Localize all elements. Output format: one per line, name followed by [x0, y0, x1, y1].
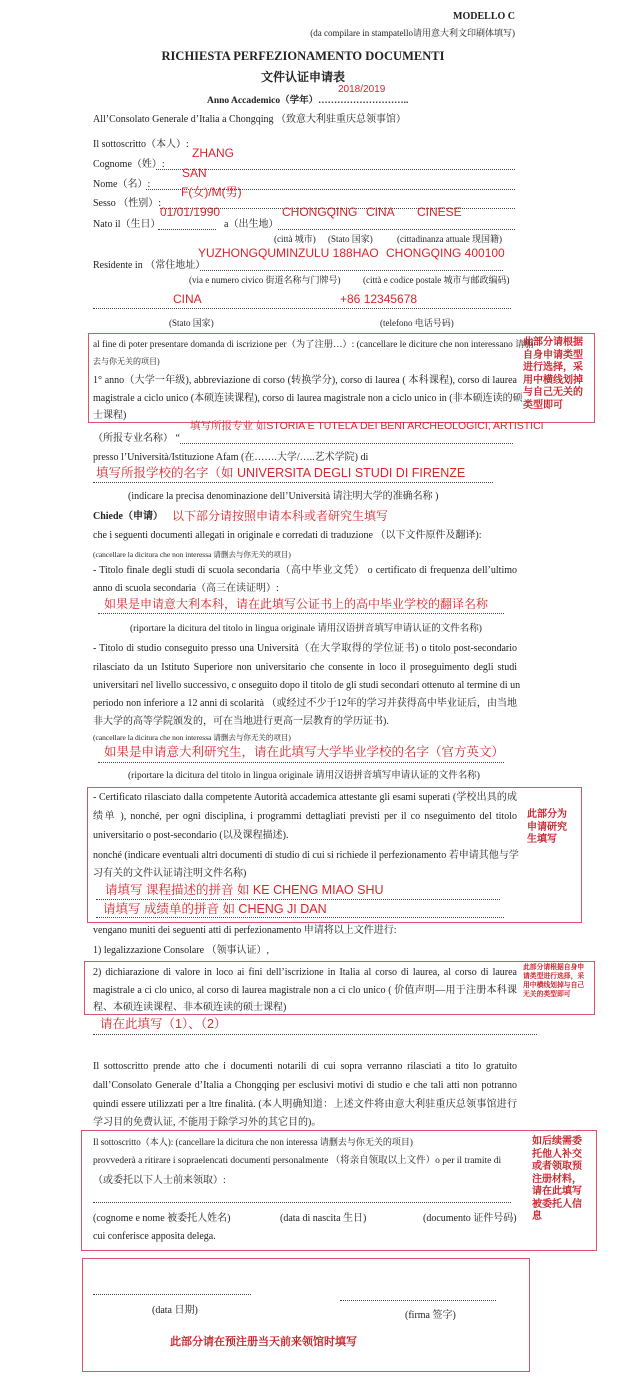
laurea-value[interactable]: 如果是申请意大利研究生，请在此填写大学毕业学校的名字（官方英文）: [104, 745, 505, 759]
course-type-note: [523, 337, 583, 412]
luogo-label: a（出生地）: [224, 219, 279, 230]
corso-line: [180, 443, 513, 444]
delega-line-1[interactable]: Il sottoscritto（本人): (cancellare la dicitura che non interessa 请删去与你无关的项目): [93, 1137, 413, 1147]
atti-note: [523, 963, 584, 999]
atti-item-1[interactable]: 1) legalizzazione Consolare （领事认证）,: [93, 945, 270, 956]
sottoscritto-label: Il sottoscritto（本人）:: [93, 139, 189, 150]
print-instruction: (da compilare in stampatello请用意大利文印刷体填写): [310, 28, 515, 38]
chiede-note: 以下部分请按照申请本科或者研究生填写: [172, 509, 389, 523]
signature-box: [82, 1258, 530, 1372]
form-title-cn: 文件认证申请表: [260, 70, 345, 84]
nome-value[interactable]: SAN: [182, 166, 207, 180]
note-line: 此部分请根据: [523, 337, 583, 348]
note-line: 类型即可: [523, 399, 563, 411]
universita-title-line: universitari nel livello successivo, c onseguito dopo il titolo de gli studi secondari ottenuto al termine di un: [93, 680, 521, 691]
note-line: 与自己无关的: [523, 387, 583, 398]
stato-value[interactable]: CINA: [366, 205, 395, 219]
atti-item-2-line[interactable]: 2) dichiarazione di valore in loco ai fini dell’iscrizione in Italia al corso di laurea, al corso di laurea: [93, 967, 517, 978]
cognome-label: Cognome（姓）:: [93, 159, 165, 170]
programma-line: [96, 899, 500, 900]
iscrizione-line[interactable]: 1° anno（大学一年级), abbreviazione di corso (转换学分), corso di laurea ( 本科课程), corso di laurea: [93, 375, 517, 386]
graduate-note: [527, 809, 567, 847]
sesso-value[interactable]: F(女)/M(男): [181, 185, 242, 199]
secondaria-value[interactable]: 如果是申请意大利本科，请在此填写公证书上的高中毕业学校的翻译名称: [104, 597, 489, 611]
universita-value[interactable]: 填写所报学校的名字（如 UNIVERSITA DEGLI STUDI DI FIRENZE: [96, 466, 466, 480]
note-line: 托他人补交: [532, 1148, 582, 1160]
presso-label: presso l’Università/Istituzione Afam (在…….大学/…..艺术学院) di: [93, 452, 369, 463]
note-line: 此部分为: [527, 809, 567, 820]
note-line: 注册材料，: [532, 1173, 582, 1185]
nato-label: Nato il（生日）: [93, 219, 161, 230]
riportare-caption-2: (riportare la dicitura del titolo in lingua originale 请用汉语拼音填写申请认证的文件名称): [128, 771, 480, 781]
universita-title-line: rilasciato da un Istituto Superiore non universitario che consente in loco il proseguimento degli studi: [93, 662, 517, 673]
stato2-value[interactable]: CINA: [173, 292, 202, 306]
cognome-line: [156, 169, 515, 170]
delega-line-2[interactable]: provvederà a ritirare i sopraelencati documenti personalmente （将亲自领取以上文件）o per il tramite di: [93, 1156, 502, 1166]
note-line: 如后续需委: [532, 1136, 582, 1147]
delega-cognome-caption: (cognome e nome 被委托人姓名): [93, 1213, 231, 1224]
corso-label: （所报专业名称） “: [93, 433, 180, 444]
iscrizione-line: 去与你无关的项目): [93, 357, 160, 366]
iscrizione-line[interactable]: magistrale a ciclo unico (本硕连读课程), corso di laurea magistrale non a ciclo unico in (非本硕连读的硕: [93, 393, 523, 404]
chiede-label: Chiede（申请）: [93, 511, 163, 522]
note-line: 被委托人信: [532, 1198, 582, 1210]
programma-value[interactable]: 请填写 课程描述的拼音 如 KE CHENG MIAO SHU: [105, 883, 384, 897]
gratuito-line: 学习目的免费认证, 不能用于除学习外的其它目的)。: [93, 1117, 322, 1128]
note-line: 请类型进行选择，采: [523, 972, 585, 980]
gratuito-line: Il sottoscritto prende atto che i documenti notarili di cui sopra verranno rilasciati a tito lo gratuito: [93, 1061, 517, 1072]
delegate-note: [532, 1136, 582, 1224]
nome-label: Nome（名）:: [93, 179, 151, 190]
note-line: 请在此填写: [532, 1186, 582, 1197]
universita-title-line[interactable]: - Titolo di studio conseguito presso una Università（在大学取得的学位证书) o titolo post-secondario: [93, 643, 517, 654]
anno-value[interactable]: 2018/2019: [338, 84, 386, 95]
nato-value[interactable]: 01/01/1990: [160, 205, 221, 219]
stato-telefono-line: [93, 308, 511, 309]
delega-line-3: （或委托以下人士前来领取）:: [93, 1175, 226, 1186]
certificato-line[interactable]: - Certificato rilasciato dalla competente Autorità accademica attestante gli esami superati (学校出具的成: [93, 792, 517, 803]
note-line: 生填写: [527, 834, 557, 845]
cittadinanza-value[interactable]: CINESE: [417, 205, 462, 219]
cancellare-note: (cancellare la dicitura che non interessa 请删去与你无关的项目): [93, 550, 291, 559]
form-title: RICHIESTA PERFEZIONAMENTO DOCUMENTI: [161, 49, 445, 63]
note-line: 或者领取预: [532, 1161, 582, 1172]
laurea-line: [98, 762, 504, 763]
residente-label: Residente in （常住地址）: [93, 260, 206, 271]
riportare-caption: (riportare la dicitura del titolo in lingua originale 请用汉语拼音填写申请认证的文件名称): [130, 624, 482, 634]
delega-nascita-caption: (data di nascita 生日): [280, 1213, 367, 1224]
certificato-line: nonché (indicare eventuali altri documenti di studio di cui si richiede il perfezionamento 若申请其他与学: [93, 850, 519, 861]
universita-line: [93, 482, 493, 483]
note-line: 用中横线划掉与自己: [523, 981, 585, 989]
esami-line: [96, 917, 504, 918]
signature-caption: (firma 签字): [405, 1310, 456, 1321]
secondaria-line[interactable]: - Titolo finale degli studi di scuola secondaria（高中毕业文凭） o certificato di frequenza dell’ultimo: [93, 565, 517, 576]
stato-caption: (Stato 国家): [328, 234, 373, 244]
signature-line[interactable]: [340, 1300, 496, 1301]
atti-item-2-line: 程、本硕连读课程、非本硕连读的硕士课程): [93, 1002, 287, 1013]
certificato-line: universitario o post-secondario (以及课程描述).: [93, 830, 289, 841]
gratuito-line: quindi essere utilizzati per a ltre finalità. (本人明确知道：上述文件将由意大利驻重庆总领事馆进行: [93, 1099, 517, 1110]
date-line[interactable]: [93, 1294, 251, 1295]
cognome-value[interactable]: ZHANG: [192, 146, 234, 160]
nato-line: [158, 229, 216, 230]
note-line: 无关的类型即可: [523, 990, 571, 998]
atti-line: [93, 1034, 537, 1035]
universita-caption: (indicare la precisa denominazione dell’Università 请注明大学的准确名称 ): [128, 491, 439, 502]
citta-caption: (città 城市): [274, 234, 316, 244]
atti-item-2-line: magistrale a ci clo unico, al corso di laurea magistrale non a ci clo unico ( 价值声明—用于注册本科课: [93, 985, 517, 996]
date-caption: (data 日期): [152, 1305, 198, 1316]
via-caption: (via e numero civico 街道名称与门牌号): [189, 275, 341, 285]
chiede-intro: che i seguenti documenti allegati in originale e corredati di traduzione （以下文件原件及翻译):: [93, 530, 482, 541]
luogo-line: [278, 229, 515, 230]
iscrizione-line: 士课程): [93, 410, 127, 421]
sesso-label: Sesso （性别）:: [93, 198, 162, 209]
gratuito-line: dall’Consolato Generale d’Italia a Chongqing per esclusivi motivi di studio e che tali atti non potranno: [93, 1080, 517, 1091]
telefono-value[interactable]: +86 12345678: [340, 292, 418, 306]
corso-value[interactable]: 填写所报专业 如STORIA E TUTELA DEI BENI ARCHEOLOGICI, ARTISTICI: [190, 420, 544, 432]
delega-documento-caption: (documento 证件号码): [423, 1213, 517, 1224]
certificato-line: 习有关的文件认证请注明文件名称): [93, 868, 247, 879]
citta-cap-value[interactable]: CHONGQING 400100: [386, 246, 505, 260]
via-value[interactable]: YUZHONGQUMINZULU 188HAO: [198, 246, 379, 260]
note-line: 进行选择，采: [523, 362, 583, 373]
atti-value[interactable]: 请在此填写（1）、（2）: [100, 1017, 227, 1031]
stato2-caption: (Stato 国家): [169, 318, 214, 328]
universita-title-line: periodo non inferiore a 12 anni di scolarità （或经过不少于12年的学习并获得高中毕业证后，由当地: [93, 698, 517, 709]
note-line: 此部分请根据自身申: [523, 963, 585, 971]
citta-cap-caption: (città e codice postale 城市与邮政编码): [363, 275, 510, 285]
cancellare-note-2: (cancellare la dicitura che non interessa 请删去与你无关的项目): [93, 733, 291, 742]
universita-title-line: 非大学的高等学院颁发的，可在当地进行更高一层教育的学历证书).: [93, 716, 389, 727]
citta-value[interactable]: CHONGQING: [282, 205, 358, 219]
model-label: MODELLO C: [453, 11, 515, 22]
note-line: 息: [532, 1211, 542, 1222]
atti-intro: vengano muniti dei seguenti atti di perfezionamento 申请将以上文件进行:: [93, 925, 397, 936]
secondaria-line-field: [98, 613, 504, 614]
residente-line: [200, 270, 503, 271]
anno-label: Anno Accademico（学年）………………………..: [207, 96, 409, 106]
delegate-info-line[interactable]: [93, 1202, 511, 1203]
telefono-caption: (telefono 电话号码): [380, 318, 454, 328]
delega-closing: cui conferisce apposita delega.: [93, 1231, 216, 1242]
iscrizione-line: al fine di poter presentare domanda di iscrizione per（为了注册…）: (cancellare le diciture che non interessano 请删: [93, 340, 534, 350]
note-line: 申请研究: [527, 821, 567, 833]
consolato-line: All’Consolato Generale d’Italia a Chongqing （致意大利驻重庆总领事馆）: [93, 114, 407, 125]
esami-value[interactable]: 请填写 成绩单的拼音 如 CHENG JI DAN: [103, 902, 327, 916]
signature-note: 此部分请在预注册当天前来领馆时填写: [170, 1335, 357, 1348]
note-line: 自身申请类型: [523, 349, 583, 361]
cittadinanza-caption: (cittadinanza attuale 现国籍): [397, 234, 502, 244]
certificato-line: 绩单 ), nonché, per ogni disciplina, i programmi dettagliati previsti per il co nseguimento del titolo: [93, 811, 517, 822]
note-line: 用中横线划掉: [523, 374, 583, 386]
secondaria-line[interactable]: anno di scuola secondaria（高三在读证明）:: [93, 583, 279, 594]
